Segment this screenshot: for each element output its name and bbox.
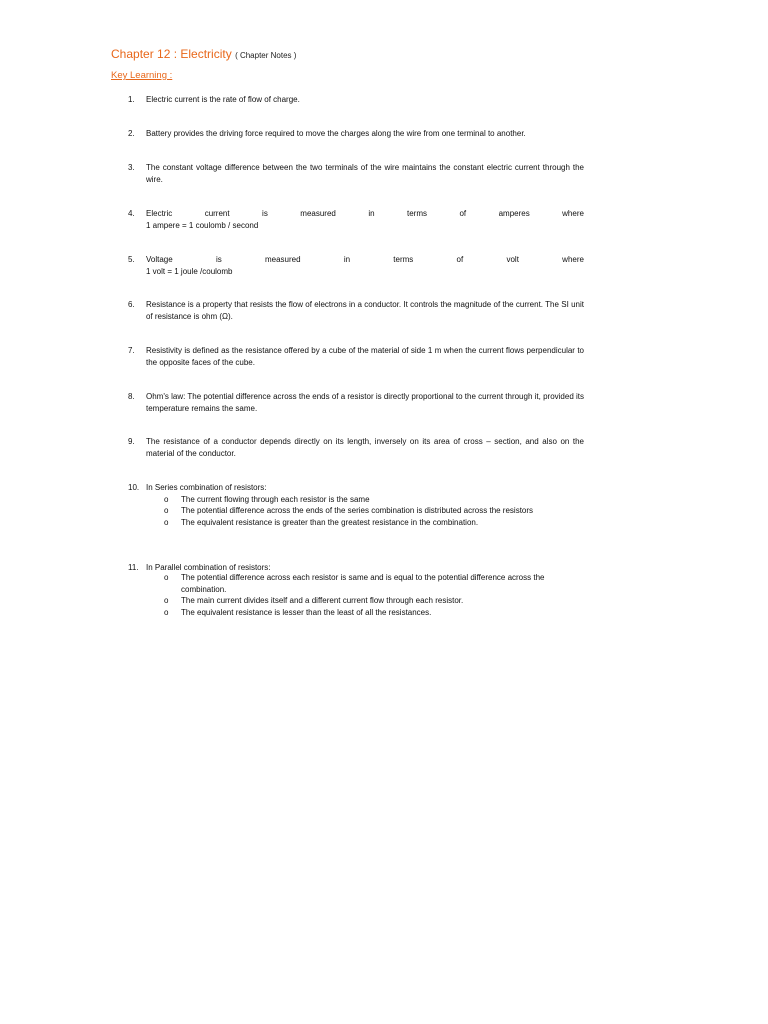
formula-line: 1 volt = 1 joule /coulomb [146,266,233,276]
item-text: Electric current is the rate of flow of charge. [146,95,300,104]
word: where [562,209,584,218]
item-number: 7. [128,346,135,355]
bullet-item [164,505,584,517]
item-text: Ohm's law: The potential difference across the ends of a resistor is directly proportional to the current through it, provided its temperature remains the same. [146,392,584,413]
bullet-item [164,517,584,529]
bullet-icon: o [164,573,169,582]
item-text [146,254,584,277]
word: in [343,255,351,264]
word: where [562,255,584,264]
item-text: The resistance of a conductor depends directly on its length, inversely on its area of cross – section, and also on the material of the conductor. [146,437,584,458]
item-text: Resistivity is defined as the resistance offered by a cube of the material of side 1 m when the current flows perpendicular to the opposite faces of the cube. [146,346,584,367]
chapter-title [111,47,296,61]
bullet-list [164,494,584,529]
bullet-item [164,572,584,595]
bullet-icon: o [164,607,169,617]
item-text: Resistance is a property that resists the flow of electrons in a conductor. It controls the magnitude of the current. The SI unit of resistance is ohm (Ω). [146,300,584,321]
item-text: In Series combination of resistors: [146,483,267,492]
word: measured [264,255,301,264]
item-number: 2. [128,129,135,138]
chapter-title-text: Chapter 12 : Electricity [111,47,232,61]
bullet-icon: o [164,517,169,527]
word: measured [300,209,336,218]
word: current [204,209,230,218]
spread-line [146,254,584,266]
item-number: 8. [128,392,135,401]
item-text [146,208,584,231]
word: is [262,209,268,218]
bullet-item [164,494,584,506]
word: Voltage [146,255,173,264]
item-text: Battery provides the driving force required to move the charges along the wire from one terminal to another. [146,129,526,138]
bullet-text: The main current divides itself and a different current flow through each resistor. [181,596,464,605]
word: amperes [498,209,530,218]
word: terms [407,209,427,218]
word: volt [506,255,519,264]
bullet-text: The potential difference across the ends of the series combination is distributed across the resistors [181,506,534,515]
item-text: In Parallel combination of resistors: [146,563,271,572]
bullet-text: The current flowing through each resistor is the same [181,494,370,504]
word: Electric [146,209,173,218]
word: is [215,255,222,264]
bullet-text: The equivalent resistance is greater than the greatest resistance in the combination. [181,517,479,527]
bullet-text: The equivalent resistance is lesser than the least of all the resistances. [181,607,432,617]
item-number: 6. [128,300,135,309]
item-number: 5. [128,255,135,264]
bullet-icon: o [164,596,169,605]
word: in [368,209,375,218]
bullet-item [164,595,584,607]
item-number: 10. [128,483,140,492]
chapter-subtitle: ( Chapter Notes ) [235,51,297,60]
bullet-text: The potential difference across each resistor is same and is equal to the potential difference across the combination. [181,573,545,594]
word: terms [393,255,414,264]
item-text: The constant voltage difference between the two terminals of the wire maintains the constant electric current through the wire. [146,163,584,184]
item-number: 1. [128,95,135,104]
bullet-icon: o [164,506,169,515]
bullet-icon: o [164,494,169,504]
bullet-item [164,607,584,619]
word: of [459,209,467,218]
word: of [456,255,464,264]
spread-line [146,208,584,220]
formula-line: 1 ampere = 1 coulomb / second [146,220,259,230]
item-number: 4. [128,209,135,218]
item-number: 3. [128,163,135,172]
item-number: 11. [128,563,139,572]
bullet-list [164,572,584,618]
section-heading: Key Learning : [111,70,173,81]
item-number: 9. [128,437,135,446]
